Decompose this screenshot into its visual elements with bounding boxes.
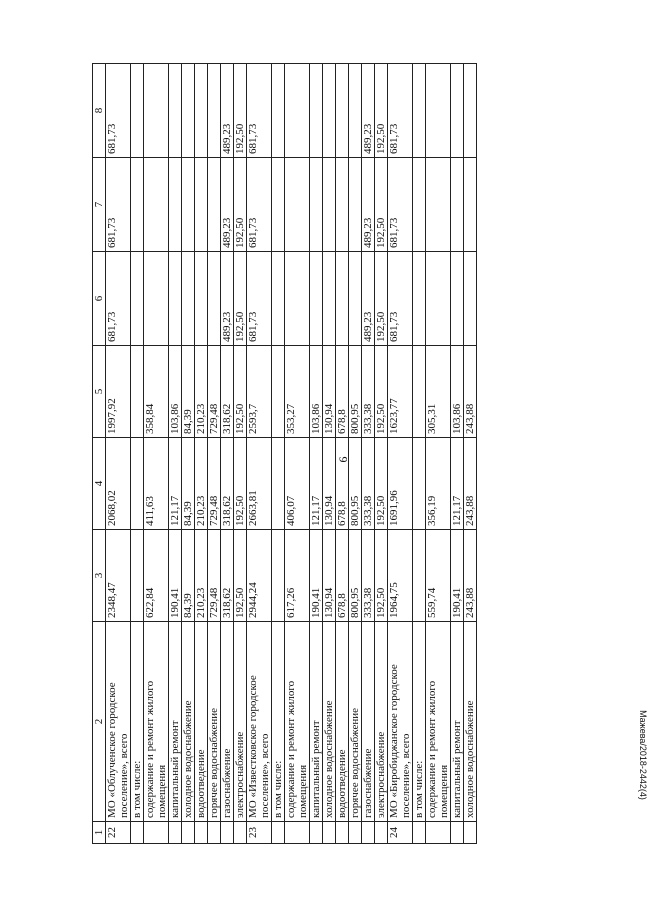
value-cell-c4: 411,63 xyxy=(144,438,169,530)
row-number-cell xyxy=(362,822,375,844)
header-cell: 8 xyxy=(93,64,106,158)
table-row xyxy=(208,64,221,844)
table-body xyxy=(106,64,477,844)
value-cell-c8 xyxy=(272,64,285,158)
value-cell-c5: 678,8 xyxy=(336,346,349,438)
table-row xyxy=(349,64,362,844)
header-cell: 7 xyxy=(93,158,106,252)
table-row xyxy=(323,64,336,844)
value-cell-c3 xyxy=(131,530,144,622)
row-name-cell: капитальный ремонт xyxy=(169,622,182,822)
row-number-cell xyxy=(451,822,464,844)
value-cell-c7 xyxy=(272,158,285,252)
row-number-cell xyxy=(195,822,208,844)
value-cell-c4: 356,19 xyxy=(426,438,451,530)
row-name-cell: капитальный ремонт xyxy=(310,622,323,822)
row-name-cell: содержание и ремонт жилого помещения xyxy=(285,622,310,822)
value-cell-c6: 681,73 xyxy=(247,252,272,346)
value-cell-c3: 800,95 xyxy=(349,530,362,622)
value-cell-c7 xyxy=(310,158,323,252)
value-cell-c6 xyxy=(182,252,195,346)
table-row xyxy=(375,64,388,844)
value-cell-c7 xyxy=(323,158,336,252)
table-row xyxy=(362,64,375,844)
value-cell-c8: 489,23 xyxy=(362,64,375,158)
page-number: 9 xyxy=(336,456,351,463)
table-header-row xyxy=(93,64,106,844)
row-name-cell: содержание и ремонт жилого помещения xyxy=(144,622,169,822)
row-number-cell xyxy=(464,822,477,844)
value-cell-c7 xyxy=(285,158,310,252)
row-number-cell xyxy=(310,822,323,844)
row-number-cell xyxy=(336,822,349,844)
value-cell-c6: 192,50 xyxy=(375,252,388,346)
row-number-cell xyxy=(169,822,182,844)
value-cell-c6 xyxy=(285,252,310,346)
value-cell-c3 xyxy=(413,530,426,622)
value-cell-c6 xyxy=(336,252,349,346)
table-row xyxy=(285,64,310,844)
value-cell-c7 xyxy=(464,158,477,252)
row-number-cell xyxy=(144,822,169,844)
table-row xyxy=(221,64,234,844)
row-name-cell: горячее водоснабжение xyxy=(349,622,362,822)
value-cell-c6 xyxy=(413,252,426,346)
value-cell-c6 xyxy=(144,252,169,346)
table-row xyxy=(131,64,144,844)
value-cell-c5 xyxy=(272,346,285,438)
value-cell-c7: 681,73 xyxy=(247,158,272,252)
value-cell-c7: 489,23 xyxy=(221,158,234,252)
value-cell-c6 xyxy=(310,252,323,346)
table-row xyxy=(169,64,182,844)
value-cell-c5 xyxy=(413,346,426,438)
row-number-cell xyxy=(349,822,362,844)
value-cell-c8: 192,50 xyxy=(234,64,247,158)
value-cell-c6: 489,23 xyxy=(362,252,375,346)
value-cell-c5: 800,95 xyxy=(349,346,362,438)
value-cell-c8: 489,23 xyxy=(221,64,234,158)
value-cell-c3 xyxy=(272,530,285,622)
table-row xyxy=(272,64,285,844)
value-cell-c3: 190,41 xyxy=(310,530,323,622)
row-number-cell xyxy=(323,822,336,844)
value-cell-c7: 192,50 xyxy=(375,158,388,252)
value-cell-c6 xyxy=(464,252,477,346)
row-name-cell: электроснабжение xyxy=(375,622,388,822)
value-cell-c4: 2663,81 xyxy=(247,438,272,530)
value-cell-c3: 84,39 xyxy=(182,530,195,622)
header-cell: 4 xyxy=(93,438,106,530)
row-number-cell xyxy=(285,822,310,844)
value-cell-c8 xyxy=(464,64,477,158)
value-cell-c7 xyxy=(413,158,426,252)
value-cell-c8 xyxy=(169,64,182,158)
value-cell-c7: 489,23 xyxy=(362,158,375,252)
tariff-table xyxy=(92,63,477,844)
value-cell-c7 xyxy=(144,158,169,252)
header-cell: 2 xyxy=(93,622,106,822)
value-cell-c8 xyxy=(451,64,464,158)
value-cell-c4: 130,94 xyxy=(323,438,336,530)
value-cell-c5: 318,62 xyxy=(221,346,234,438)
value-cell-c7 xyxy=(195,158,208,252)
table-row xyxy=(182,64,195,844)
value-cell-c4: 121,17 xyxy=(169,438,182,530)
row-name-cell: холодное водоснабжение xyxy=(464,622,477,822)
row-name-cell: холодное водоснабжение xyxy=(323,622,336,822)
value-cell-c4: 192,50 xyxy=(375,438,388,530)
value-cell-c4 xyxy=(131,438,144,530)
value-cell-c5: 2593,7 xyxy=(247,346,272,438)
value-cell-c8: 681,73 xyxy=(106,64,131,158)
value-cell-c5: 130,94 xyxy=(323,346,336,438)
value-cell-c3: 2348,47 xyxy=(106,530,131,622)
value-cell-c4: 729,48 xyxy=(208,438,221,530)
value-cell-c8 xyxy=(144,64,169,158)
row-name-cell: газоснабжение xyxy=(221,622,234,822)
value-cell-c3: 333,38 xyxy=(362,530,375,622)
table-row xyxy=(451,64,464,844)
document-reference: Мажева/2018-2442(4) xyxy=(637,710,648,800)
value-cell-c8: 681,73 xyxy=(388,64,413,158)
value-cell-c6: 681,73 xyxy=(106,252,131,346)
value-cell-c3: 192,50 xyxy=(234,530,247,622)
value-cell-c6 xyxy=(169,252,182,346)
row-name-cell: в том числе: xyxy=(131,622,144,822)
row-name-cell: газоснабжение xyxy=(362,622,375,822)
value-cell-c3: 559,74 xyxy=(426,530,451,622)
value-cell-c3: 318,62 xyxy=(221,530,234,622)
table-row xyxy=(426,64,451,844)
value-cell-c8 xyxy=(285,64,310,158)
value-cell-c7: 681,73 xyxy=(106,158,131,252)
row-name-cell: холодное водоснабжение xyxy=(182,622,195,822)
value-cell-c8 xyxy=(426,64,451,158)
value-cell-c3: 617,26 xyxy=(285,530,310,622)
table-row xyxy=(195,64,208,844)
row-name-cell: капитальный ремонт xyxy=(451,622,464,822)
value-cell-c6 xyxy=(451,252,464,346)
row-name-cell: электроснабжение xyxy=(234,622,247,822)
table-row xyxy=(234,64,247,844)
value-cell-c7: 681,73 xyxy=(388,158,413,252)
table-row xyxy=(336,64,349,844)
value-cell-c7 xyxy=(426,158,451,252)
value-cell-c7 xyxy=(349,158,362,252)
row-number-cell: 23 xyxy=(247,822,272,844)
value-cell-c3: 130,94 xyxy=(323,530,336,622)
value-cell-c4: 121,17 xyxy=(451,438,464,530)
value-cell-c3: 190,41 xyxy=(169,530,182,622)
value-cell-c6: 489,23 xyxy=(221,252,234,346)
value-cell-c8 xyxy=(208,64,221,158)
value-cell-c8 xyxy=(310,64,323,158)
value-cell-c6 xyxy=(208,252,221,346)
value-cell-c6 xyxy=(426,252,451,346)
row-name-cell: в том числе: xyxy=(413,622,426,822)
value-cell-c4: 318,62 xyxy=(221,438,234,530)
row-number-cell: 24 xyxy=(388,822,413,844)
row-number-cell xyxy=(131,822,144,844)
value-cell-c3: 622,84 xyxy=(144,530,169,622)
value-cell-c4: 1691,96 xyxy=(388,438,413,530)
value-cell-c8 xyxy=(413,64,426,158)
value-cell-c5: 192,50 xyxy=(375,346,388,438)
value-cell-c4: 121,17 xyxy=(310,438,323,530)
row-number-cell xyxy=(221,822,234,844)
row-number-cell xyxy=(413,822,426,844)
value-cell-c7 xyxy=(451,158,464,252)
value-cell-c4 xyxy=(413,438,426,530)
value-cell-c4: 333,38 xyxy=(362,438,375,530)
value-cell-c5: 210,23 xyxy=(195,346,208,438)
value-cell-c5: 243,88 xyxy=(464,346,477,438)
value-cell-c8 xyxy=(131,64,144,158)
table-row xyxy=(413,64,426,844)
value-cell-c3: 190,41 xyxy=(451,530,464,622)
value-cell-c5: 103,86 xyxy=(451,346,464,438)
row-name-cell: содержание и ремонт жилого помещения xyxy=(426,622,451,822)
header-cell: 1 xyxy=(93,822,106,844)
value-cell-c8 xyxy=(349,64,362,158)
row-number-cell xyxy=(272,822,285,844)
value-cell-c8 xyxy=(323,64,336,158)
value-cell-c5: 333,38 xyxy=(362,346,375,438)
row-number-cell xyxy=(234,822,247,844)
value-cell-c8: 192,50 xyxy=(375,64,388,158)
value-cell-c4: 2068,02 xyxy=(106,438,131,530)
value-cell-c5: 353,27 xyxy=(285,346,310,438)
row-number-cell xyxy=(208,822,221,844)
value-cell-c3: 243,88 xyxy=(464,530,477,622)
value-cell-c5: 103,86 xyxy=(310,346,323,438)
row-name-cell: в том числе: xyxy=(272,622,285,822)
value-cell-c4: 800,95 xyxy=(349,438,362,530)
value-cell-c5: 103,86 xyxy=(169,346,182,438)
value-cell-c5: 729,48 xyxy=(208,346,221,438)
value-cell-c3: 2944,24 xyxy=(247,530,272,622)
value-cell-c5: 84,39 xyxy=(182,346,195,438)
value-cell-c7 xyxy=(131,158,144,252)
row-name-cell: водоотведение xyxy=(195,622,208,822)
row-name-cell: МО «Биробиджанское городское поселение», всего xyxy=(388,622,413,822)
value-cell-c5: 1623,77 xyxy=(388,346,413,438)
header-cell: 5 xyxy=(93,346,106,438)
value-cell-c6 xyxy=(349,252,362,346)
value-cell-c5: 1997,92 xyxy=(106,346,131,438)
value-cell-c3: 210,23 xyxy=(195,530,208,622)
value-cell-c7 xyxy=(169,158,182,252)
value-cell-c8 xyxy=(195,64,208,158)
row-number-cell xyxy=(375,822,388,844)
row-number-cell xyxy=(182,822,195,844)
rotated-table-wrapper xyxy=(92,64,612,844)
row-name-cell: водоотведение xyxy=(336,622,349,822)
row-number-cell xyxy=(426,822,451,844)
value-cell-c6 xyxy=(131,252,144,346)
table-row xyxy=(310,64,323,844)
value-cell-c6 xyxy=(272,252,285,346)
value-cell-c7 xyxy=(182,158,195,252)
table-row xyxy=(464,64,477,844)
row-name-cell: МО «Облученское городское поселение», всего xyxy=(106,622,131,822)
value-cell-c4: 192,50 xyxy=(234,438,247,530)
header-cell: 3 xyxy=(93,530,106,622)
row-name-cell: МО «Известковское городское поселение», всего xyxy=(247,622,272,822)
value-cell-c3: 192,50 xyxy=(375,530,388,622)
value-cell-c6: 681,73 xyxy=(388,252,413,346)
value-cell-c5 xyxy=(131,346,144,438)
value-cell-c4: 210,23 xyxy=(195,438,208,530)
value-cell-c4: 84,39 xyxy=(182,438,195,530)
value-cell-c4: 406,07 xyxy=(285,438,310,530)
value-cell-c7: 192,50 xyxy=(234,158,247,252)
table-row xyxy=(388,64,413,844)
header-cell: 6 xyxy=(93,252,106,346)
table-row xyxy=(106,64,131,844)
value-cell-c3: 1964,75 xyxy=(388,530,413,622)
value-cell-c6: 192,50 xyxy=(234,252,247,346)
value-cell-c8 xyxy=(182,64,195,158)
value-cell-c4: 243,88 xyxy=(464,438,477,530)
value-cell-c4: 678,8 xyxy=(336,438,349,530)
value-cell-c7 xyxy=(336,158,349,252)
value-cell-c5: 358,84 xyxy=(144,346,169,438)
value-cell-c4 xyxy=(272,438,285,530)
value-cell-c6 xyxy=(323,252,336,346)
value-cell-c7 xyxy=(208,158,221,252)
row-name-cell: горячее водоснабжение xyxy=(208,622,221,822)
value-cell-c8 xyxy=(336,64,349,158)
value-cell-c3: 678,8 xyxy=(336,530,349,622)
value-cell-c3: 729,48 xyxy=(208,530,221,622)
value-cell-c5: 305,31 xyxy=(426,346,451,438)
table-row xyxy=(144,64,169,844)
value-cell-c6 xyxy=(195,252,208,346)
table-row xyxy=(247,64,272,844)
value-cell-c8: 681,73 xyxy=(247,64,272,158)
value-cell-c5: 192,50 xyxy=(234,346,247,438)
row-number-cell: 22 xyxy=(106,822,131,844)
